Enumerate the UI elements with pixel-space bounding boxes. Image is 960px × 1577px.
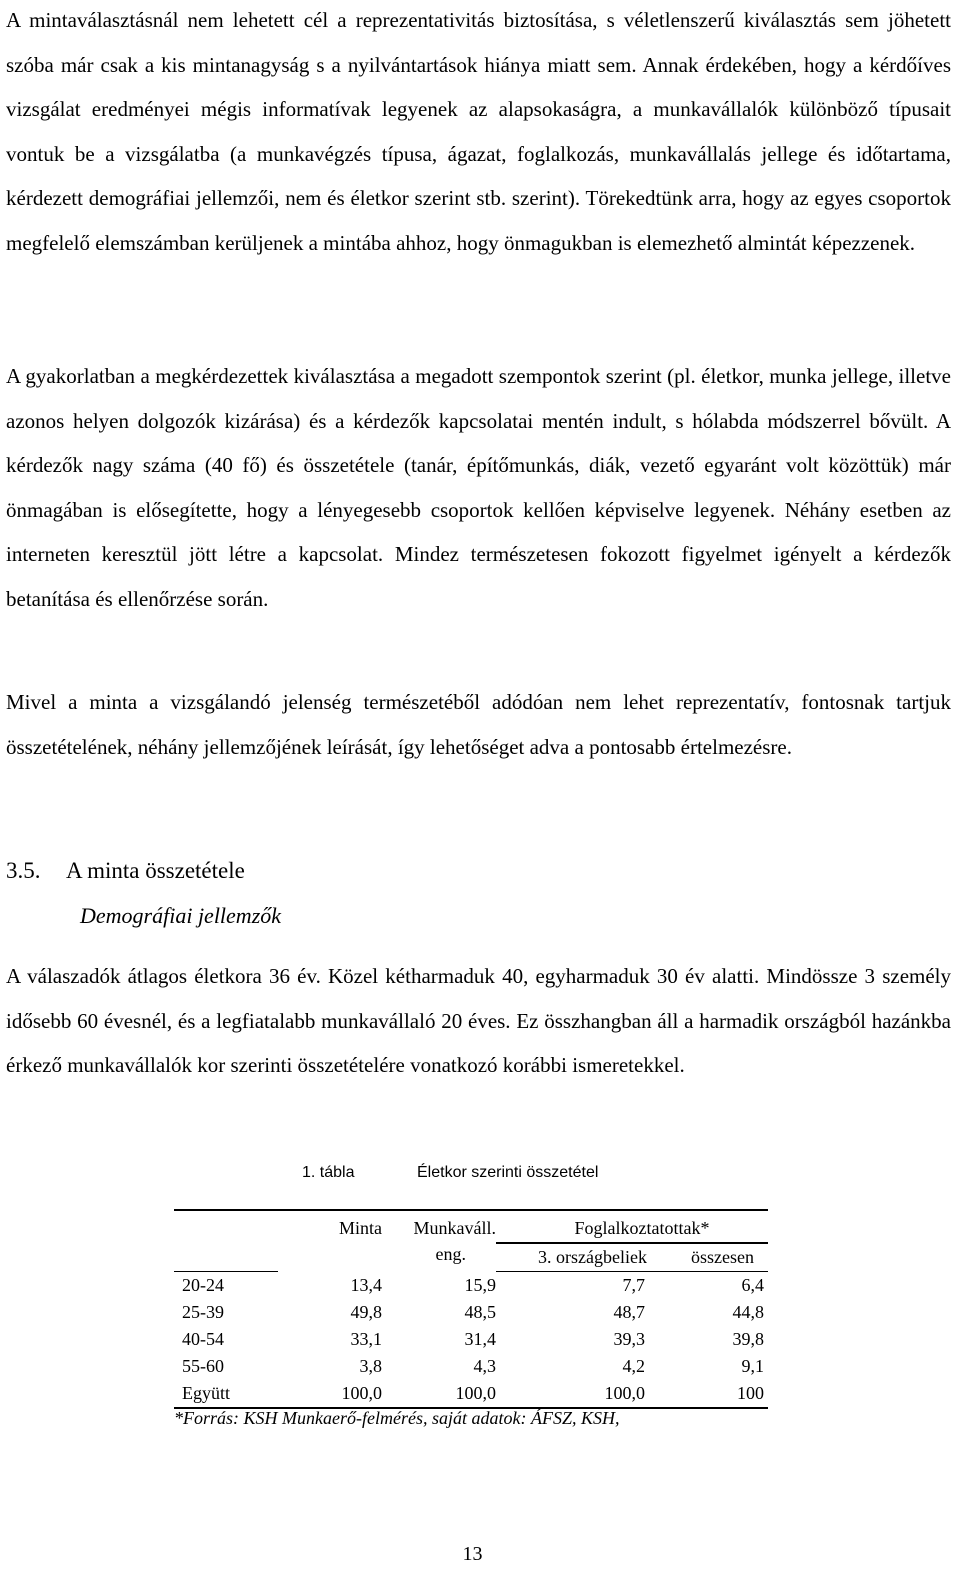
row-label: 20-24 (182, 1275, 224, 1295)
table-header-minta: Minta (278, 1210, 382, 1272)
row-label: 25-39 (182, 1302, 224, 1322)
paragraph-representativity: Mivel a minta a vizsgálandó jelenség természetéből adódóan nem lehet reprezentatív, fontosnak tartjuk összetételének, néhány jellemzőjének leírását, így lehetőséget adva a pontosabb értelmezésre. (6, 690, 951, 759)
table-source-note: *Forrás: KSH Munkaerő-felmérés, saját adatok: ÁFSZ, KSH, (174, 1408, 620, 1428)
cell-minta: 100,0 (278, 1380, 382, 1408)
cell-minta: 33,1 (350, 1329, 382, 1349)
cell-munkavall: 15,9 (464, 1274, 496, 1295)
table-caption-title: Életkor szerinti összetétel (417, 1164, 599, 1181)
cell-minta: 3,8 (359, 1356, 382, 1376)
row-label: Együtt (174, 1380, 278, 1408)
cell-osszesen: 9,1 (741, 1356, 764, 1376)
cell-orszagbeliek: 4,2 (622, 1356, 645, 1376)
paragraph-demographics: A válaszadók átlagos életkora 36 év. Közel kétharmaduk 40, egyharmaduk 30 év alatti. Mindössze 3 személy idősebb 60 évesnél, és a legfiatalabb munkavállaló 20 éves. Ez összhangban áll a harmadik országból hazánkba érkező munkavállalók kor szerinti összetételére vonatkozó korábbi ismeretekkel. (6, 964, 951, 1077)
table-header-empty-2 (174, 1243, 278, 1272)
paragraph-practice: A gyakorlatban a megkérdezettek kiválasztása a megadott szempontok szerint (pl. életkor, munka jellege, illetve azonos helyen dolgozók kizárása) és a kérdezők kapcsolatai mentén indult, s hólabda módszerrel bővült. A kérdezők nagy száma (40 fő) és összetétele (tanár, építőmunkás, diák, vezető egyaránt volt közöttük) már önmagában is elősegítette, hogy a lényegesebb csoportok kellően képviselve legyenek. Néhány esetben az interneten keresztül jött létre a kapcsolat. Mindez természetesen fokozott figyelmet igényelt a kérdezők betanítása és ellenőrzése során. (6, 364, 951, 611)
cell-orszagbeliek: 48,7 (613, 1302, 645, 1322)
table-body (174, 1272, 768, 1409)
table-header-empty (174, 1210, 278, 1243)
table-header-foglalkoztatottak: Foglalkoztatottak* (496, 1210, 768, 1243)
cell-osszesen: 6,4 (741, 1275, 764, 1295)
age-composition-table (174, 1209, 768, 1409)
table-header-osszesen: összesen (651, 1243, 768, 1272)
table-row (174, 1326, 768, 1353)
cell-munkavall: 100,0 (382, 1380, 496, 1408)
paragraph-sample-selection: A mintaválasztásnál nem lehetett cél a reprezentativitás biztosítása, s véletlenszerű kiválasztás sem jöhetett szóba már csak a kis mintanagyság s a nyilvántartások hiánya miatt sem. Annak érdekében, hogy a kérdőíves vizsgálat eredményei mégis informatívak legyenek az alapsokaságra, a munkavállalók különböző típusait vontuk be a vizsgálatba (a munkavégzés típusa, ágazat, foglalkozás, munkavállalás jellege és időtartama, kérdezett demográfiai jellemzői, nem és életkor szerint stb. szerint). Törekedtünk arra, hogy az egyes csoportok megfelelő elemszámban kerüljenek a mintába ahhoz, hogy önmagukban is elemezhető almintát képezzenek. (6, 8, 951, 255)
section-number: 3.5. (6, 858, 41, 883)
cell-orszagbeliek: 39,3 (613, 1329, 645, 1349)
table-row (174, 1272, 768, 1300)
table-row (174, 1353, 768, 1380)
row-label: 55-60 (182, 1356, 224, 1376)
cell-orszagbeliek: 7,7 (622, 1275, 645, 1295)
table-row (174, 1299, 768, 1326)
cell-minta: 49,8 (350, 1302, 382, 1322)
cell-munkavall: 48,5 (464, 1302, 496, 1322)
subsection-heading: Demográfiai jellemzők (80, 903, 282, 928)
cell-osszesen: 39,8 (732, 1329, 764, 1349)
cell-minta: 13,4 (350, 1274, 382, 1295)
age-table-wrapper (174, 1209, 768, 1409)
table-header-munkavall: Munkaváll. eng. (382, 1210, 496, 1272)
table-caption-label: 1. tábla (302, 1164, 355, 1181)
table-row (174, 1380, 768, 1408)
section-heading (6, 858, 245, 884)
section-title: A minta összetétele (66, 858, 245, 883)
table-caption (302, 1164, 599, 1182)
row-label: 40-54 (182, 1329, 224, 1349)
cell-munkavall: 31,4 (464, 1329, 496, 1349)
table-header-orszagbeliek: 3. országbeliek (496, 1243, 651, 1272)
cell-munkavall: 4,3 (473, 1356, 496, 1376)
cell-osszesen: 100 (651, 1380, 768, 1408)
cell-osszesen: 44,8 (732, 1302, 764, 1322)
cell-orszagbeliek: 100,0 (496, 1380, 651, 1408)
page-number: 13 (462, 1543, 483, 1565)
